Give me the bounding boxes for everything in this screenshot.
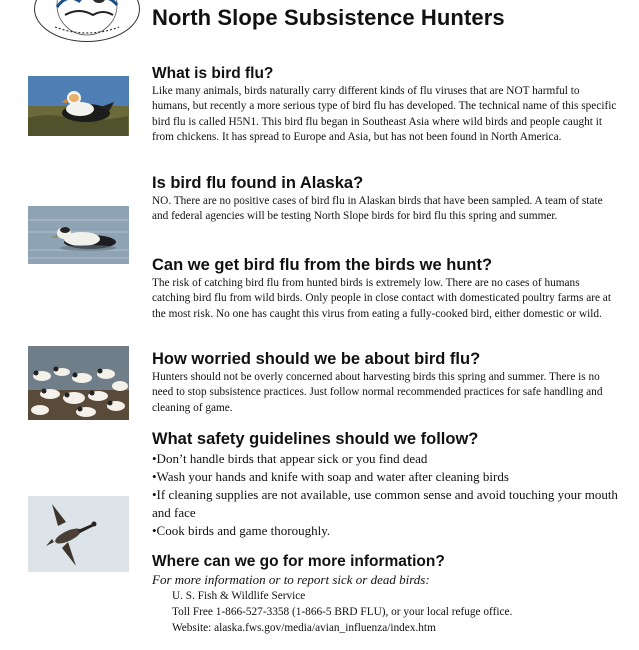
list-item: •Cook birds and game thoroughly. [152,523,331,538]
section-safety-guidelines [152,430,620,540]
eider-on-water-photo-icon [28,206,129,264]
flying-goose-photo-icon [28,496,129,572]
list-item: •Wash your hands and knife with soap and water after cleaning birds [152,469,509,484]
section-how-worried [152,350,620,416]
flock-of-birds-photo-icon [28,346,129,420]
section-heading: What is bird flu? [152,65,274,82]
section-heading: How worried should we be about bird flu? [152,350,481,368]
section-heading: Is bird flu found in Alaska? [152,174,364,192]
eider-on-tundra-photo-icon [28,76,129,136]
section-body: Hunters should not be overly concerned about harvesting birds this spring and summer. There is no need to stop subsistence practices. Just follow normal recommended practices for safe handling and cleaning of game. [152,371,603,414]
section-body: Like many animals, birds naturally carry different kinds of flu viruses that are NOT harmful to humans, but recently a more serious type of bird flu has developed. The technical name of this specific bird flu is called H5N1. This bird flu began in Southeast Asia where wild birds and people caught it from chickens. It has spread to Europe and Asia, but has not been found in North America. [152,85,617,144]
section-heading: Can we get bird flu from the birds we hunt? [152,256,493,274]
section-birds-we-hunt [152,256,620,322]
website-link[interactable]: Website: alaska.fws.gov/media/avian_influenza/index.htm [172,622,436,634]
safety-list [152,450,620,540]
phone-number: Toll Free 1-866-527-3358 (1-866-5 BRD FLU), or your local refuge office. [172,606,513,618]
list-item: •If cleaning supplies are not available, use common sense and avoid touching your mouth and face [152,487,618,520]
section-heading: What safety guidelines should we follow? [152,430,479,448]
section-body: NO. There are no positive cases of bird flu in Alaskan birds that have been sampled. A team of state and federal agencies will be testing North Slope birds for bird flu this spring and summer. [152,195,603,223]
info-subheading: For more information or to report sick or dead birds: [152,572,430,587]
page-title: North Slope Subsistence Hunters [152,5,505,30]
seal-logo-icon [34,0,140,42]
section-what-is-bird-flu [152,64,620,146]
section-body: The risk of catching bird flu from hunted birds is extremely low. There are no cases of humans catching bird flu from wild birds. Only people in close contact with domesticated poultry farms are at the most risk. No one has caught this virus from eating a fully-cooked bird, either domestic or wild. [152,277,611,320]
contact-details [172,588,620,636]
agency-name: U. S. Fish & Wildlife Service [172,590,306,602]
section-bird-flu-in-alaska [152,174,620,225]
list-item: •Don’t handle birds that appear sick or you find dead [152,451,428,466]
section-heading: Where can we go for more information? [152,553,445,570]
section-more-information [152,552,620,636]
